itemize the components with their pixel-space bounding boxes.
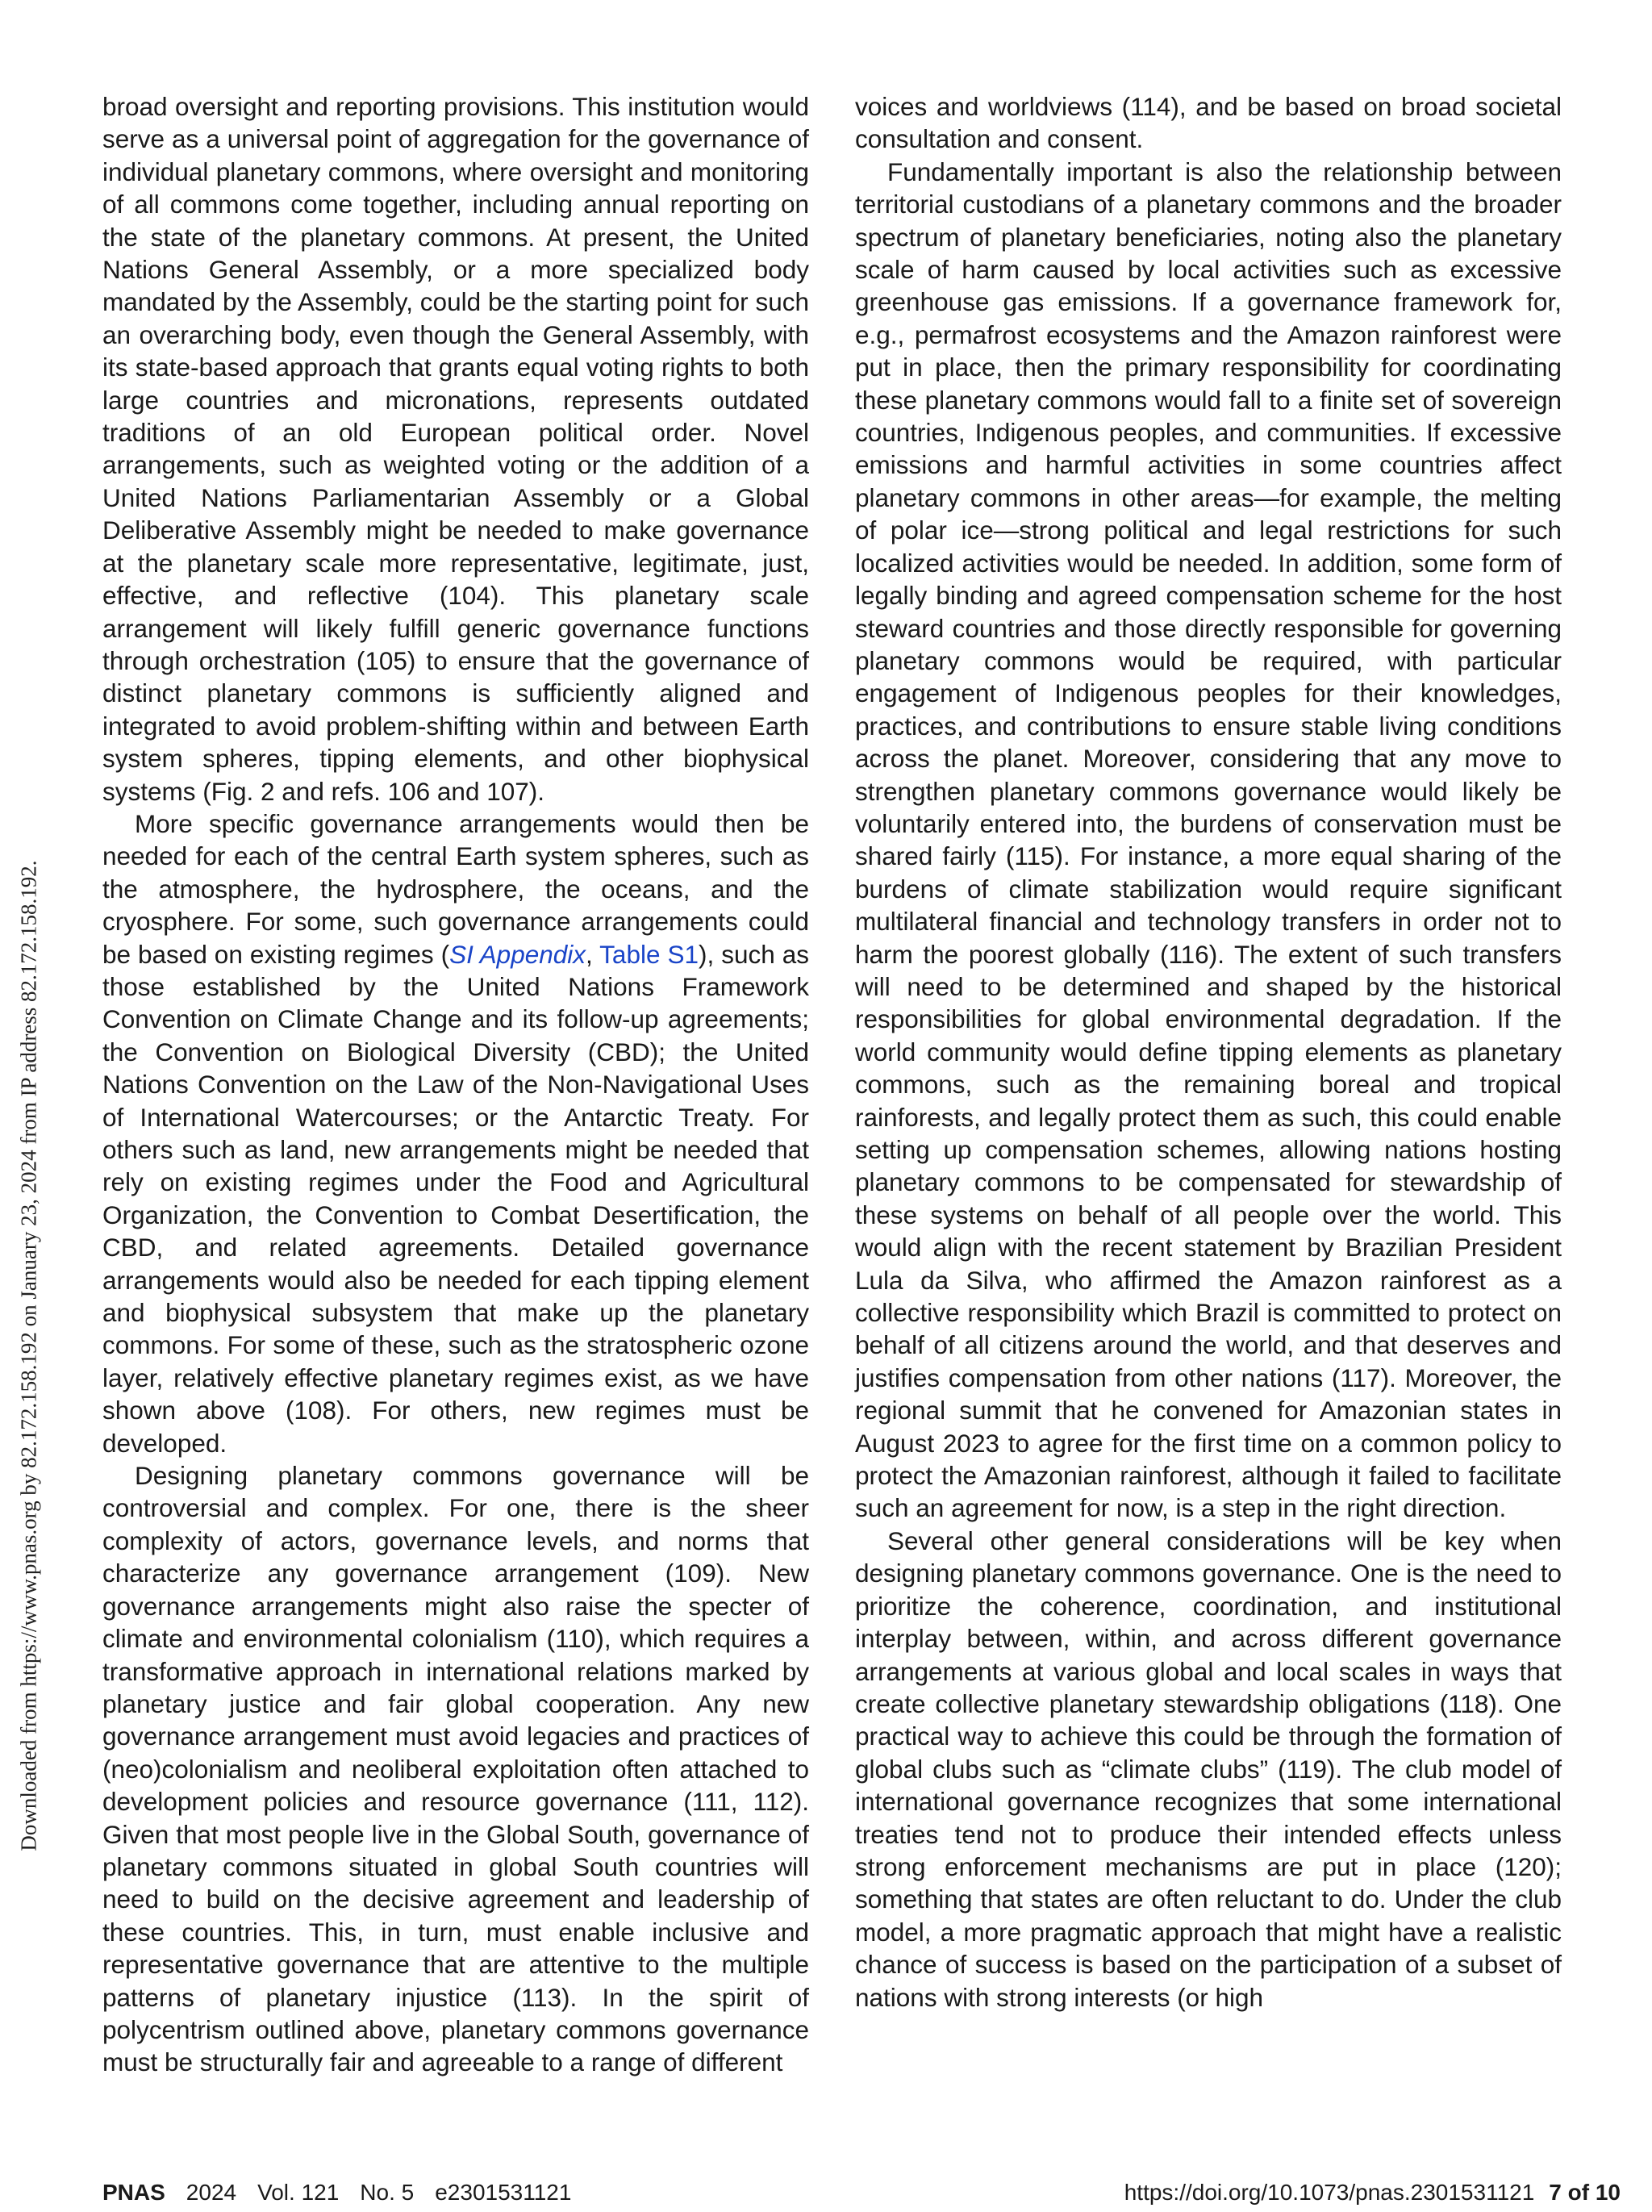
paragraph: Several other general considerations will be key when designing planetary commons governance. One is the need to prioritize the coherence, coordination, and institutional interplay between, within, and across different governance arrangements at various global and local scales in ways that create collective planetary stewardship obligations (118). One practical way to achieve this could be through the formation of global clubs such as “climate clubs” (119). The club model of international governance recognizes that some international treaties tend not to produce their intended effects unless strong enforcement mechanisms are put in place (120); something that states are often reluctant to do. Under the club model, a more pragmatic approach that might have a realistic chance of success is based on the participation of a subset of nations with strong interests (or high: [855, 1525, 1562, 2012]
download-notice: [5, 565, 53, 2146]
table-s1-link[interactable]: Table S1: [599, 939, 699, 969]
right-column: [855, 90, 1562, 2014]
journal-name: PNAS: [102, 2180, 165, 2205]
paragraph: Fundamentally important is also the relationship between territorial custodians of a planetary commons and the broader spectrum of planetary beneficiaries, noting also the planetary scale of harm caused by local activities such as excessive greenhouse gas emissions. If a governance framework for, e.g., permafrost ecosystems and the Amazon rainforest were put in place, then the primary responsibility for coordinating these planetary commons would fall to a finite set of sovereign countries, Indigenous peoples, and communities. If excessive emissions and harmful activities in some countries affect planetary commons in other areas—for example, the melting of polar ice—strong political and legal restrictions for such localized activities would be needed. In addition, some form of legally binding and agreed compensation scheme for the host steward countries and those directly responsible for governing planetary commons would be required, with particular engagement of Indigenous peoples for their knowledges, practices, and contributions to ensure stable living conditions across the planet. Moreover, considering that any move to strengthen planetary commons governance would likely be voluntarily entered into, the burdens of conservation must be shared fairly (115). For instance, a more equal sharing of the burdens of climate stabilization would require significant multilateral financial and technology transfers in order not to harm the poorest globally (116). The extent of such transfers will need to be determined and shaped by the historical responsibilities for global environmental degradation. If the world community would define tipping elements as planetary commons, such as the remaining boreal and tropical rainforests, and legally protect them as such, this could enable setting up compensation schemes, allowing nations hosting planetary commons to be compensated for stewardship of these systems on behalf of all people over the world. This would align with the recent statement by Brazilian President Lula da Silva, who affirmed the Amazon rainforest as a collective responsibility which Brazil is committed to protect on behalf of all citizens around the world, and that deserves and justifies compensation from other nations (117). Moreover, the regional summit that he convened for Amazonian states in August 2023 to agree for the first time on a common policy to protect the Amazonian rainforest, although it failed to facilitate such an agreement for now, is a step in the right direction.: [855, 157, 1562, 1523]
year: 2024: [186, 2180, 237, 2205]
paragraph: broad oversight and reporting provisions. This institution would serve as a universal point of aggregation for the governance of individual planetary commons, where oversight and monitoring of all commons come together, including annual reporting on the state of the planetary commons. At present, the United Nations General Assembly, or a more specialized body mandated by the Assembly, could be the starting point for such an overarching body, even though the General Assembly, with its state-based approach that grants equal voting rights to both large countries and micronations, represents outdated traditions of an old European political order. Novel arrangements, such as weighted voting or the addition of a United Nations Parliamentarian Assembly or a Global Deliberative Assembly might be needed to make governance at the planetary scale more representative, legitimate, just, effective, and reflective (104). This planetary scale arrangement will likely fulfill generic governance functions through orchestration (105) to ensure that the governance of distinct planetary commons is sufficiently aligned and integrated to avoid problem-shifting within and between Earth system spheres, tipping elements, and other biophysical systems (Fig. 2 and refs. 106 and 107).: [102, 92, 809, 806]
paragraph: Designing planetary commons governance will be controversial and complex. For one, there is the sheer complexity of actors, governance levels, and norms that characterize any governance arrangement (109). New governance arrangements might also raise the specter of climate and environmental colonialism (110), which requires a transformative approach in international relations marked by planetary justice and fair global cooperation. Any new governance arrangement must avoid legacies and practices of (neo)colonialism and neoliberal exploitation often attached to development policies and resource governance (111, 112). Given that most people live in the Global South, governance of planetary commons situated in global South countries will need to build on the decisive agreement and leadership of these countries. This, in turn, must enable inclusive and representative governance that are attentive to the multiple patterns of planetary injustice (113). In the spirit of polycentrism outlined above, planetary commons governance must be structurally fair and agreeable to a range of different: [102, 1461, 809, 2077]
citation: [102, 2177, 592, 2209]
doi-block: [1124, 2177, 1621, 2209]
issue: No. 5: [360, 2180, 415, 2205]
download-notice-text: Downloaded from https://www.pnas.org by 82.172.158.192 on January 23, 2024 from IP address 82.172.158.192.: [16, 859, 41, 1851]
paragraph: More specific governance arrangements would then be needed for each of the central Earth system spheres, such as the atmosphere, the hydrosphere, the oceans, and the cryosphere. For some, such governance arrangements could be based on existing regimes (SI Appendix, Table S1), such as those established by the United Nations Framework Convention on Climate Change and its follow-up agreements; the Convention on Biological Diversity (CBD); the United Nations Convention on the Law of the Non-Navigational Uses of International Watercourses; or the Antarctic Treaty. For others such as land, new arrangements might be needed that rely on existing regimes under the Food and Agricultural Organization, the Convention to Combat Desertification, the CBD, and related agreements. Detailed governance arrangements would also be needed for each tipping element and biophysical subsystem that make up the planetary commons. For some of these, such as the stratospheric ozone layer, relatively effective planetary regimes exist, as we have shown above (108). For others, new regimes must be developed.: [102, 808, 809, 1458]
doi-link[interactable]: https://doi.org/10.1073/pnas.2301531121: [1124, 2180, 1535, 2205]
page-number: 7 of 10: [1549, 2180, 1621, 2205]
volume: Vol. 121: [257, 2180, 340, 2205]
article-id: e2301531121: [435, 2180, 572, 2205]
page-footer: [102, 2177, 1621, 2209]
paragraph: voices and worldviews (114), and be based on broad societal consultation and consent.: [855, 92, 1562, 154]
left-column: [102, 90, 809, 2079]
si-appendix-link[interactable]: SI Appendix: [449, 939, 586, 969]
